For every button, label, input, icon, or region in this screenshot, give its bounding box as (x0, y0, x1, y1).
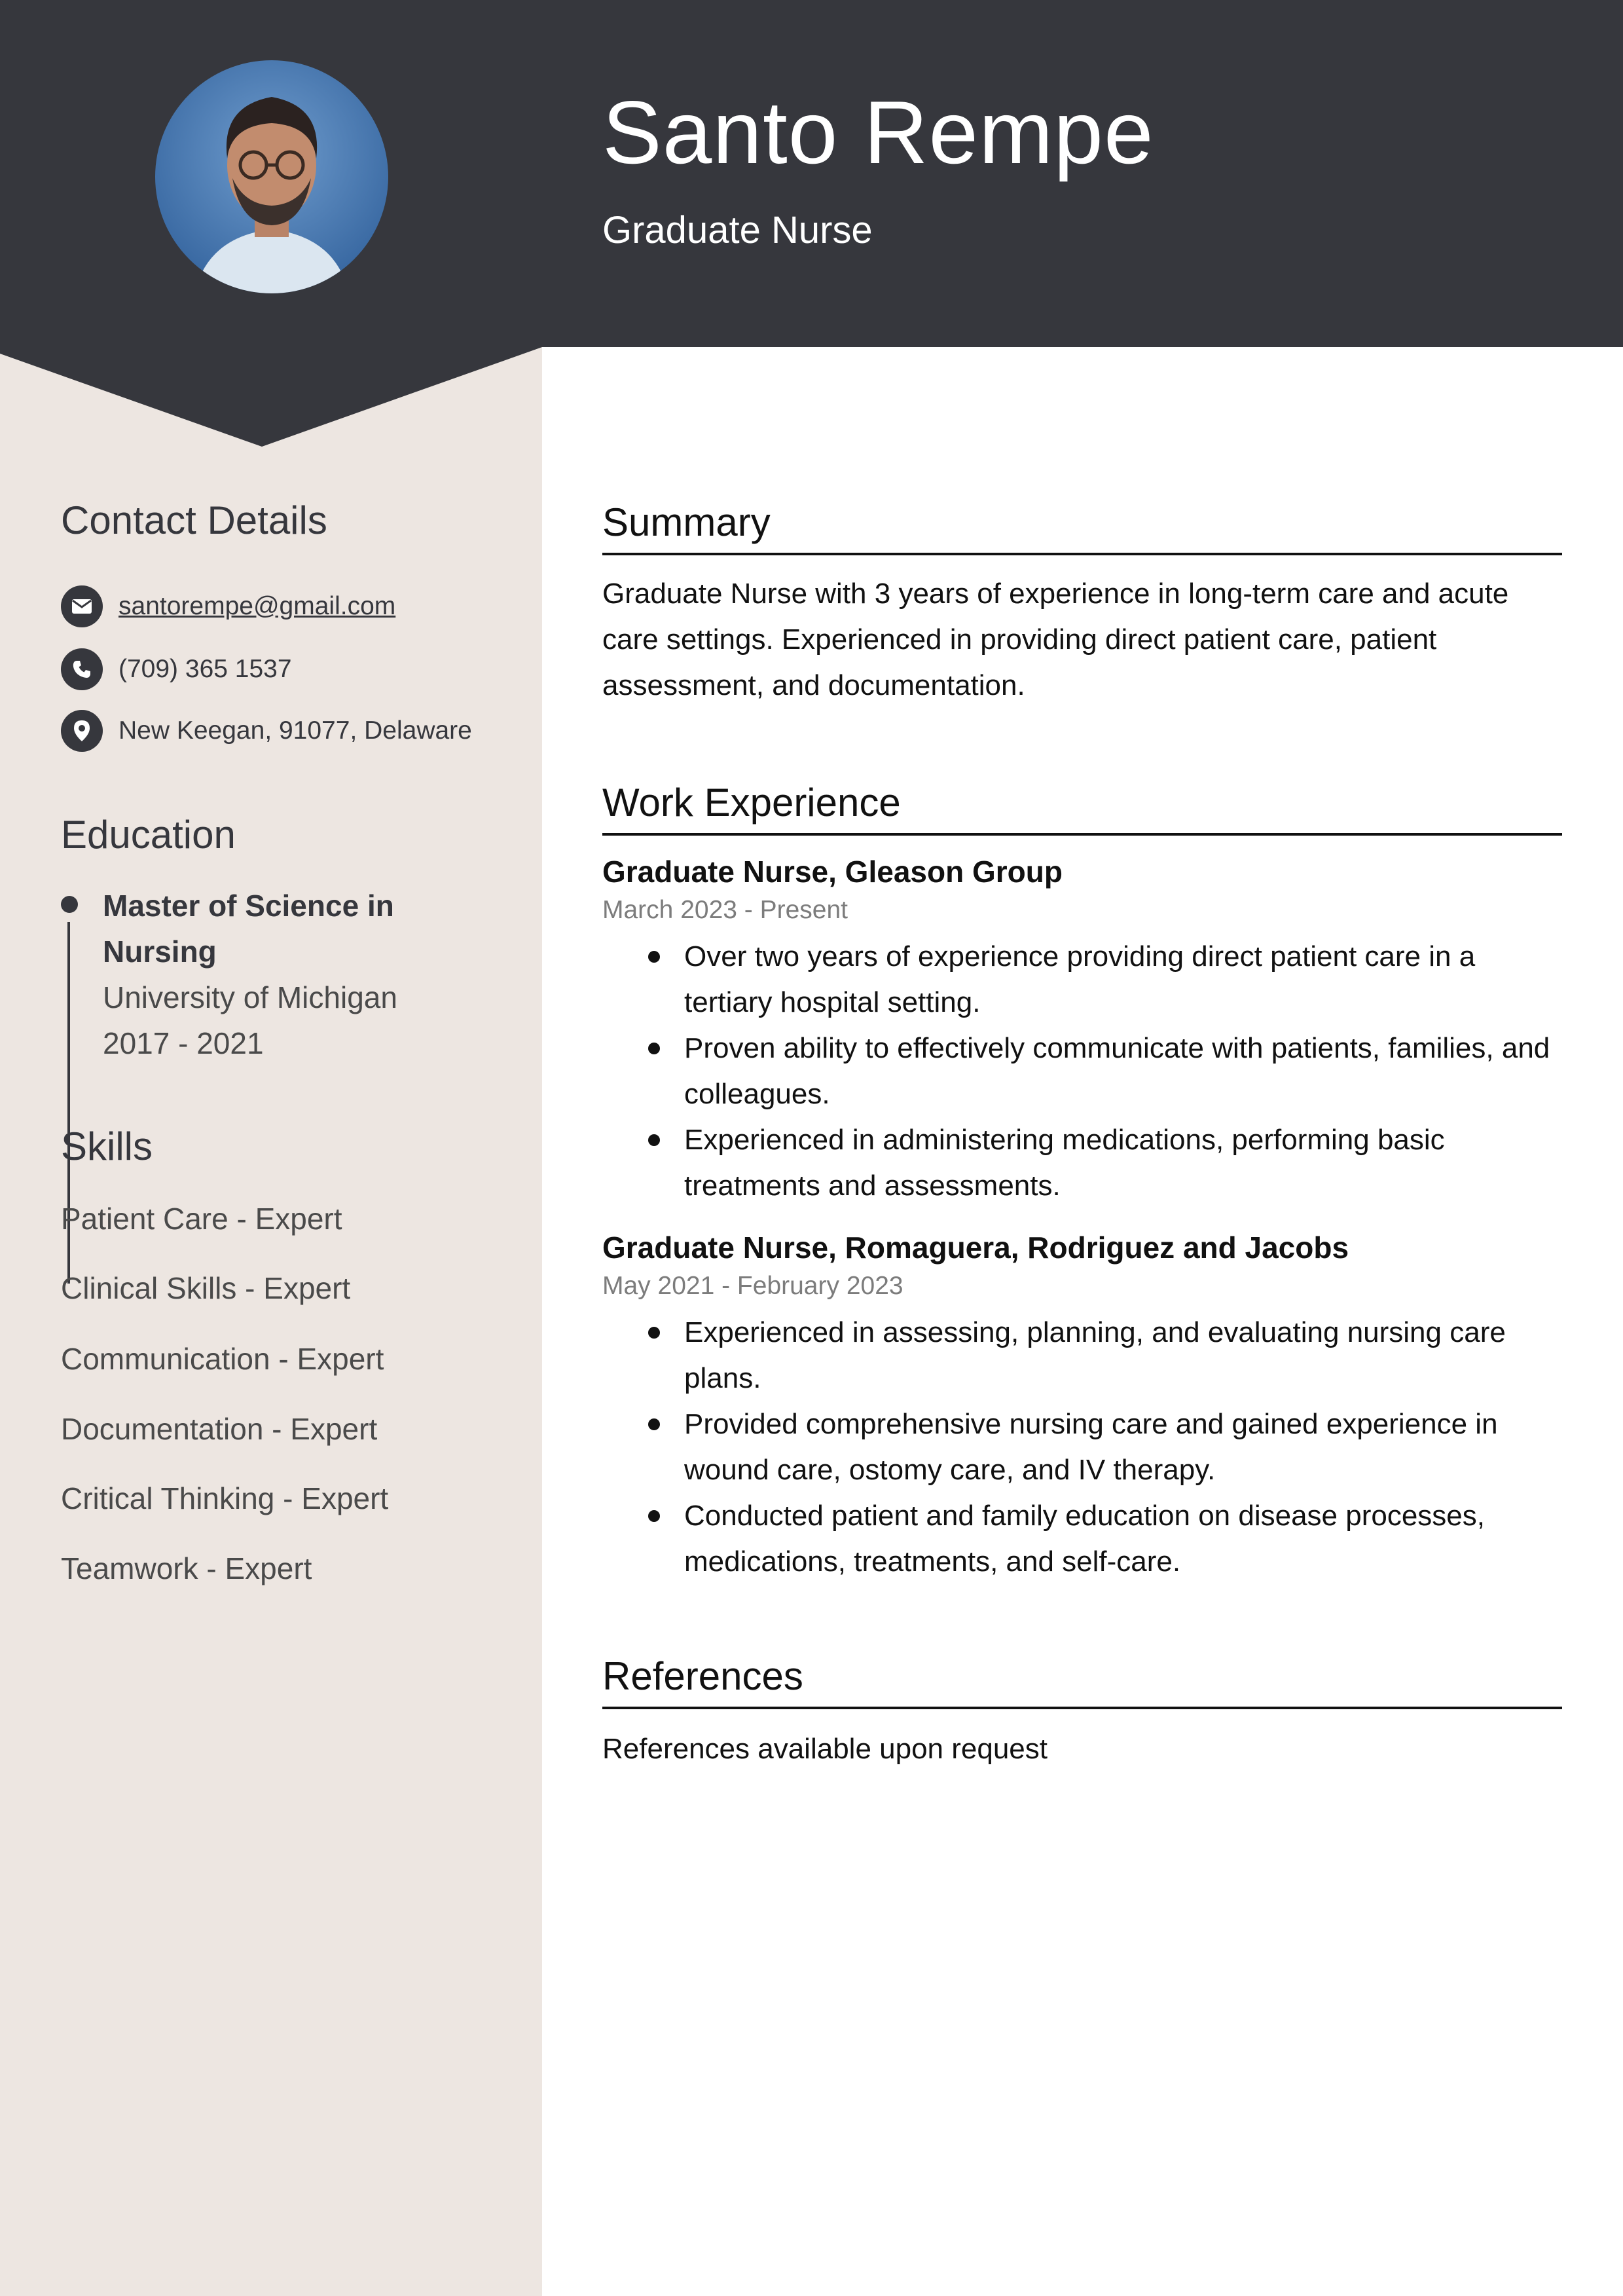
skills-heading: Skills (61, 1124, 153, 1168)
profile-photo (155, 60, 388, 293)
timeline-dot (61, 896, 78, 913)
sidebar-background (0, 347, 542, 2296)
email-link[interactable]: santorempe@gmail.com (119, 592, 396, 620)
phone-number: (709) 365 1537 (119, 655, 292, 683)
job-bullets (602, 934, 1562, 1209)
list-item: Experienced in assessing, planning, and evaluating nursing care plans. (602, 1310, 1562, 1401)
job-bullets (602, 1310, 1562, 1585)
references-text: References available upon request (602, 1733, 1048, 1765)
contact-heading: Contact Details (61, 498, 327, 542)
list-item: Provided comprehensive nursing care and gained experience in wound care, ostomy care, and IV therapy. (602, 1401, 1562, 1493)
address: New Keegan, 91077, Delaware (119, 716, 472, 745)
skill-item: Communication - Expert (61, 1342, 384, 1376)
education-heading: Education (61, 813, 236, 857)
experience-heading: Work Experience (602, 777, 1562, 836)
list-item: Over two years of experience providing direct patient care in a tertiary hospital setting. (602, 934, 1562, 1026)
list-item: Experienced in administering medications, performing basic treatments and assessments. (602, 1117, 1562, 1209)
references-heading: References (602, 1650, 1562, 1709)
location-pin-icon (61, 710, 103, 752)
education-school: University of Michigan (103, 980, 397, 1014)
education-years: 2017 - 2021 (103, 1026, 264, 1060)
job-title: Graduate Nurse, Gleason Group (602, 855, 1063, 889)
education-degree: Master of Science in Nursing (103, 889, 394, 969)
candidate-name: Santo Rempe (602, 83, 1154, 182)
skill-item: Critical Thinking - Expert (61, 1481, 389, 1515)
header-chevron (0, 346, 542, 448)
job-dates: May 2021 - February 2023 (602, 1272, 903, 1300)
candidate-title: Graduate Nurse (602, 209, 873, 251)
skill-item: Patient Care - Expert (61, 1202, 342, 1236)
list-item: Conducted patient and family education on disease processes, medications, treatments, and self-care. (602, 1493, 1562, 1585)
skill-item: Teamwork - Expert (61, 1551, 312, 1585)
skill-item: Clinical Skills - Expert (61, 1271, 351, 1305)
contact-email-row (61, 585, 395, 627)
envelope-icon (61, 585, 103, 627)
contact-address-row (61, 710, 472, 752)
phone-icon (61, 648, 103, 690)
job-title: Graduate Nurse, Romaguera, Rodriguez and Jacobs (602, 1231, 1349, 1265)
summary-text: Graduate Nurse with 3 years of experience in long-term care and acute care settings. Experienced in providing direct patient care, patient assessment, and documentation. (602, 578, 1509, 701)
contact-phone-row (61, 648, 292, 690)
list-item: Proven ability to effectively communicate with patients, families, and colleagues. (602, 1026, 1562, 1117)
summary-heading: Summary (602, 496, 1562, 555)
job-dates: March 2023 - Present (602, 896, 848, 924)
skill-item: Documentation - Expert (61, 1412, 378, 1446)
